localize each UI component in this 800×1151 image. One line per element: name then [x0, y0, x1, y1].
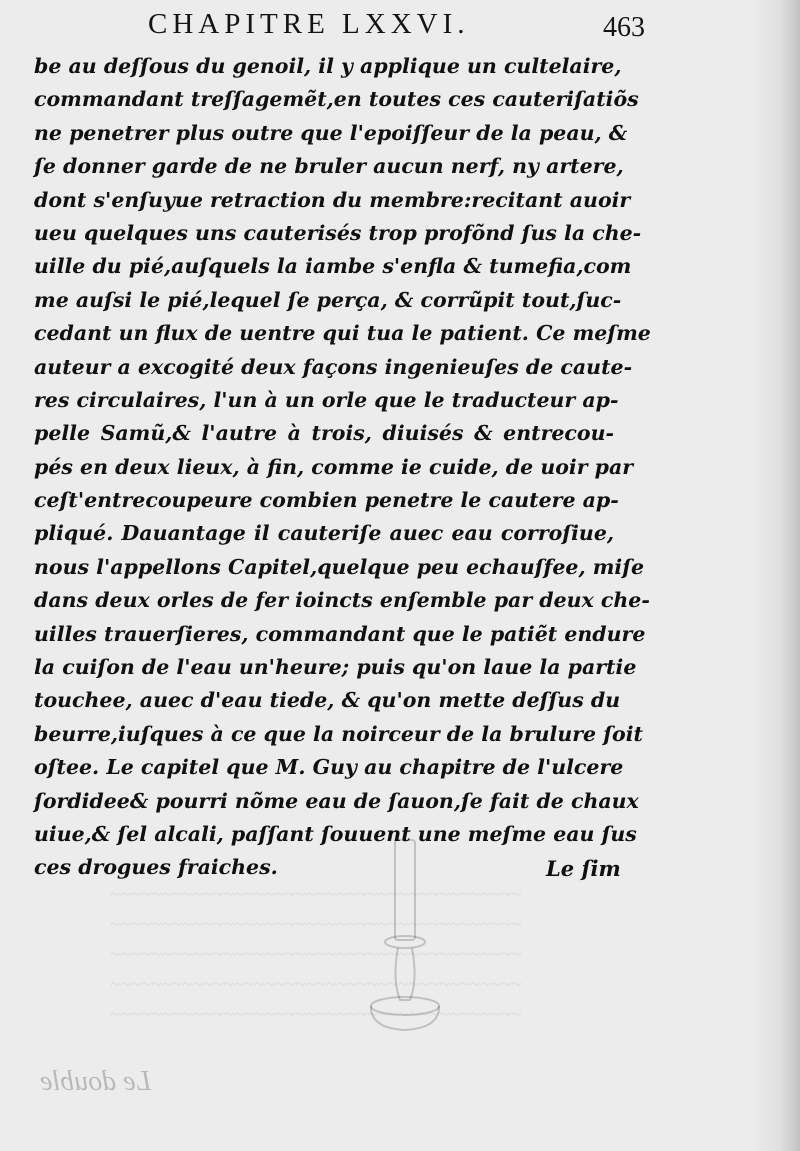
text-line: uiue,& ſel alcali, paſſant ſouuent une meſme eau ſus — [34, 821, 637, 846]
text-line: la cuiſon de l'eau un'heure; puis qu'on laue la partie — [34, 655, 637, 680]
text-line: nous l'appellons Capitel,quelque peu echauſfee, miſe — [34, 554, 645, 579]
text-line: dans deux orles de fer ioincts enſemble par deux che- — [34, 588, 650, 613]
text-line: uille du pié,auſquels la iambe s'enfla & tumefia,com — [34, 254, 632, 279]
text-line: ſe donner garde de ne bruler aucun nerf, ny artere, — [34, 154, 624, 179]
running-head: CHAPITRE LXXVI. — [148, 8, 470, 40]
text-line: me auſsi le pié,lequel ſe perça, & corrũpit tout,ſuc- — [34, 287, 622, 312]
text-line: ne penetrer plus outre que l'epoiſſeur de la peau, & — [34, 120, 628, 145]
text-line: ces drogues fraiches. — [34, 855, 278, 880]
text-line: beurre,iuſques à ce que la noirceur de la brulure ſoit — [34, 721, 643, 746]
text-line: uilles trauerſieres, commandant que le patiẽt endure — [34, 621, 646, 646]
text-line: pelle Samũ,& l'autre à trois, diuisés & entrecou- — [34, 421, 614, 446]
text-line: pliqué. Dauantage il cauteriſe auec eau corroſiue, — [34, 521, 614, 546]
text-line: oſtee. Le capitel que M. Guy au chapitre de l'ulcere — [34, 755, 624, 780]
show-through-text: ~~~~~~~~~~~~~~~~~~~~~~~~~~~~~~~~~~~~~~~~ ~~~~~~~~~~~~~~~~~~~~~~~~~~~~~~~~~~~~~~~~ ~~~~~~~~~~~~~~~~~~~~~~~~~~~~~~~~~~~~~~~~ ~~~~~~~~~~~~~~~~~~~~~~~~~~~~~~~~~~~~~~~~ ~~~~~~~~~~~~~~~~~~~~~~~~~~~~~~~~~~~~~~~~ — [110, 884, 522, 1025]
text-line: ueu quelques uns cauterisés trop profõnd ſus la che- — [34, 220, 642, 245]
text-line: pés en deux lieux, à fin, comme ie cuide, de uoir par — [34, 454, 634, 479]
text-line: ſordidee& pourri nõme eau de ſauon,ſe fait de chaux — [34, 788, 639, 813]
text-line: commandant treſſagemẽt,en toutes ces cauteriſatiõs — [34, 87, 639, 112]
text-line: ceſt'entrecoupeure combien penetre le cautere ap- — [34, 488, 619, 513]
text-line: cedant un flux de uentre qui tua le patient. Ce meſme — [34, 321, 651, 346]
text-line: be au deſſous du genoil, il y applique un cultelaire, — [34, 54, 622, 78]
mirrored-catchword: Le double — [40, 1066, 152, 1097]
text-line: touchee, auec d'eau tiede, & qu'on mette deſſus du — [34, 688, 621, 713]
text-line: auteur a excogité deux façons ingenieuſes de caute- — [34, 354, 633, 379]
page-number: 463 — [603, 12, 645, 43]
body-text — [34, 50, 651, 885]
text-line: res circulaires, l'un à un orle que le traducteur ap- — [34, 387, 619, 412]
page-gutter-shadow — [752, 0, 800, 1151]
text-line: dont s'enſuyue retraction du membre:recitant auoir — [34, 187, 631, 212]
catchword: Le ſim — [546, 856, 621, 881]
